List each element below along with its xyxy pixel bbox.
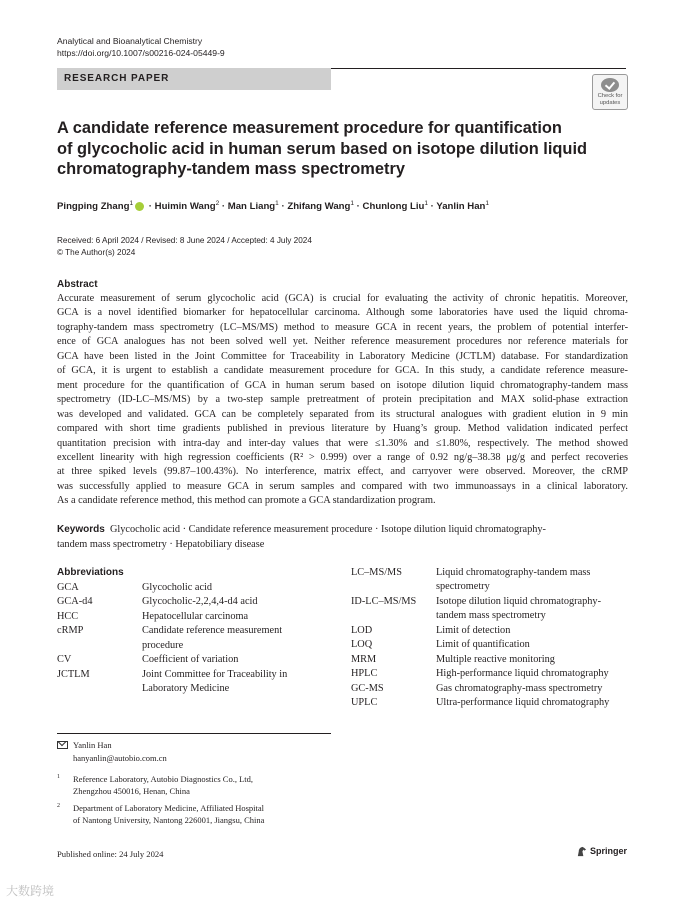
check-updates-line1: Check for [597,93,623,99]
author-separator: · [146,201,155,213]
abbreviation-term: cRMP [57,625,84,637]
abbreviation-definition: Isotope dilution liquid chromatography-tandem mass spectrometry [436,595,602,622]
abbreviation-definition: Ultra-performance liquid chromatography [436,697,610,709]
affiliation-1-number: 1 [57,774,60,780]
abstract-line: quantitation precision with intra-day and inter-day values that were ≤1.30% and ≤1.80%, respectively. The method showed [57,437,628,449]
footnote-rule [57,733,331,734]
affiliation-2-line-2: of Nantong University, Nantong 226001, Jiangsu, China [73,815,265,825]
abbreviations-left-column [57,581,317,697]
abbreviation-term: HCC [57,610,79,622]
watermark: 大数跨境 [6,884,55,898]
author-separator: · [427,201,437,213]
section-label: RESEARCH PAPER [64,73,170,84]
title-line-1: A candidate reference measurement procedure for quantification [57,119,562,137]
affiliation-2 [57,802,337,826]
author-name[interactable]: Pingping Zhang [57,201,130,213]
abstract-line: tography-tandem mass spectrometry (LC–MS/MS) method to measure GCA in recent years, the problem of potential interfer- [57,321,628,333]
abstract-line: was successfully applied to measure GCA in serum samples and compared with two immunoassays in a clinical laboratory. [57,480,628,492]
abbreviations-heading: Abbreviations [57,567,124,578]
author-affiliation-mark: 2 [215,200,220,207]
section-badge [57,68,331,90]
abbreviation-definition: Limit of quantification [436,639,530,651]
abbreviation-row [57,581,317,595]
abbreviation-row [351,653,631,667]
published-online: Published online: 24 July 2024 [57,849,164,859]
abbreviation-definition: Glycocholic-2,2,4,4-d4 acid [142,596,258,608]
correspondence [57,739,167,765]
abstract-line: GCA is a novel identified biomarker for hepatocellular carcinoma. Although some laboratories have used the liquid chroma- [57,307,628,319]
abstract-heading: Abstract [57,279,98,290]
abbreviation-row [351,696,631,710]
author-affiliation-mark: 1 [350,200,355,207]
abbreviation-term: GCA-d4 [57,596,93,608]
abbreviation-row [57,624,317,653]
abstract-line: Accurate measurement of serum glycocholic acid (GCA) is crucial for evaluating the activity of chronic hepatitis. Moreover, [57,293,628,304]
abbreviation-definition: Coefficient of variation [142,654,239,666]
article-dates [57,235,312,259]
author-affiliation-mark: 1 [485,200,490,207]
journal-name: Analytical and Bioanalytical Chemistry [57,36,203,46]
abstract-line: excellent linearity with high regression coefficients (R² > 0.999) over a range of 0.92 ng/g–38.38 μg/g and perfect recoveries [57,451,628,463]
abstract-line: was developed and validated. GCA can be completely separated from its structural analogues with gradient elution in 9 min [57,408,628,420]
abbreviation-row [351,595,631,624]
affiliation-1-line-1: Reference Laboratory, Autobio Diagnostics Co., Ltd, [73,774,254,784]
author-name[interactable]: Zhifang Wang [287,201,351,213]
abbreviation-term: HPLC [351,668,378,680]
abstract-line: ment procedure for the quantification of GCA in human serum based on isotope dilution liquid chromatography-tandem mass [57,379,628,391]
doi-link[interactable]: https://doi.org/10.1007/s00216-024-05449-9 [57,48,225,58]
author-separator: · [278,201,288,213]
abbreviation-row [57,653,317,667]
corresponding-author: Yanlin Han [73,740,112,750]
author-affiliation-mark: 1 [424,200,428,207]
abstract-line: of GCA, it is urgent to establish a candidate measurement procedure for GCA. In this study, a candidate reference measure- [57,365,628,377]
author-affiliation-mark: 1 [129,200,134,207]
springer-horse-icon [576,846,587,857]
publisher-name: Springer [590,846,628,856]
title-line-2: of glycocholic acid in human serum based on isotope dilution liquid [57,139,588,158]
author-name[interactable]: Man Liang [227,201,276,213]
abbreviation-definition: Candidate reference measurement procedure [142,625,283,651]
affiliation-1 [57,773,337,797]
abstract-body [57,292,628,509]
author-name[interactable]: Chunlong Liu [362,201,425,213]
abbreviation-row [351,566,631,595]
title-line-3: chromatography-tandem mass spectrometry [57,160,405,178]
check-updates-line2: updates [599,99,621,106]
abbreviation-definition: Glycocholic acid [142,582,213,593]
abbreviation-row [57,595,317,609]
journal-header [57,35,225,59]
affiliation-2-line-1: Department of Laboratory Medicine, Affiliated Hospital [73,803,265,813]
orcid-icon[interactable] [135,202,144,211]
publisher-logo [576,846,627,857]
keywords-label: Keywords [57,524,105,535]
check-for-updates-button[interactable] [592,74,628,110]
history-dates: Received: 6 April 2024 / Revised: 8 June 2024 / Accepted: 4 July 2024 [57,236,312,245]
page-title [57,118,617,180]
abbreviation-definition: Gas chromatography-mass spectrometry [436,682,603,694]
abbreviation-definition: High-performance liquid chromatography [436,668,609,680]
abbreviation-row [57,668,317,697]
abbreviation-term: GC-MS [351,682,384,694]
abstract-line: GCA have been listed in the Joint Committee for Traceability in Laboratory Medicine (JCTLM) database. For standardization [57,350,628,362]
abbreviation-term: ID-LC–MS/MS [351,595,417,607]
author-name[interactable]: Huimin Wang [154,201,216,213]
abbreviation-term: GCA [57,582,79,593]
author-affiliation-mark: 1 [275,200,279,207]
header-rule [331,68,626,69]
abstract-line: spectrometry (ID-LC–MS/MS) by a two-step sample pretreatment of protein precipitation and MAX solid-phase extraction [57,394,628,406]
abbreviation-term: MRM [351,653,377,665]
abbreviation-row [351,638,631,652]
abbreviation-term: LOD [351,624,373,636]
abbreviation-term: LC–MS/MS [351,567,402,578]
abbreviation-definition: Hepatocellular carcinoma [142,610,249,622]
author-list [57,200,637,212]
author-separator: · [354,201,363,213]
keywords-line-2: tandem mass spectrometry · Hepatobiliary disease [57,539,265,550]
author-separator: · [219,201,228,213]
affiliation-2-number: 2 [57,803,60,809]
abstract-line: As a candidate reference method, this method can promote a GCA standardization program. [57,495,436,507]
abbreviation-row [351,624,631,638]
copyright: © The Author(s) 2024 [57,248,136,257]
abbreviation-definition: Joint Committee for Traceability in Laboratory Medicine [142,668,288,695]
abbreviation-definition: Limit of detection [436,624,511,636]
author-name[interactable]: Yanlin Han [436,201,486,213]
abbreviation-term: JCTLM [57,668,90,680]
abstract-line: at three spiked levels (99.87–100.43%). No interference, matrix effect, and carryover were observed. Moreover, the cRMP [57,466,628,478]
corresponding-email[interactable]: hanyanlin@autobio.com.cn [73,753,167,763]
keywords-line-1: Glycocholic acid · Candidate reference measurement procedure · Isotope dilution liquid chromatography- [109,524,546,535]
abbreviation-row [57,610,317,624]
abbreviation-term: UPLC [351,697,378,709]
abbreviation-row [351,682,631,696]
check-updates-icon [601,78,619,92]
abbreviation-definition: Multiple reactive monitoring [436,653,555,665]
abbreviation-term: CV [57,654,72,666]
envelope-icon [57,741,68,749]
abstract-line: ence of GCA analogues has not been solved well yet. Neither reference measurement procedures nor reference materials for [57,336,628,348]
affiliation-1-line-2: Zhengzhou 450016, Henan, China [73,786,190,796]
keywords [57,522,627,552]
abbreviation-definition: Liquid chromatography-tandem mass spectrometry [436,567,591,593]
abstract-line: compared with short time gradients published in previous literature by Huang’s group. Method validation indicated perfect [57,423,628,435]
abbreviations-right-column [351,566,631,711]
abbreviation-row [351,667,631,681]
abbreviation-term: LOQ [351,639,373,651]
